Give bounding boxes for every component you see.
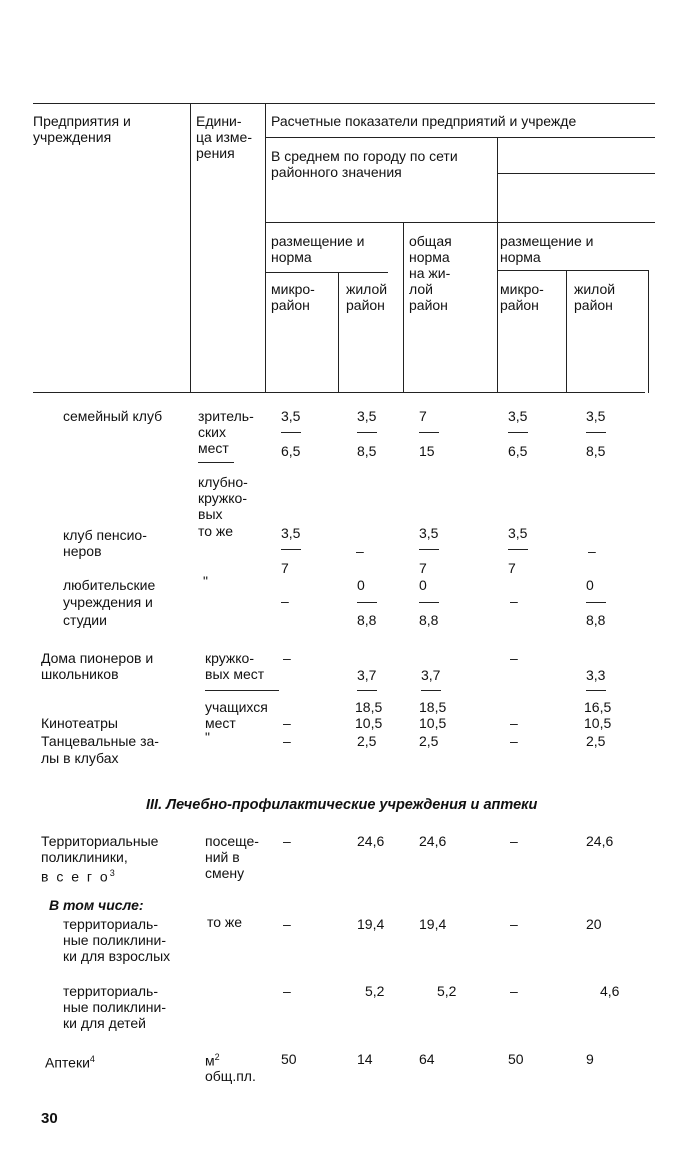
child-val-2: 5,2: [365, 983, 385, 999]
header-total-norm-line2: норма: [409, 249, 450, 265]
polyclinics-name-1: Территориальные: [41, 833, 159, 849]
row-amateur-name-1: любительские: [63, 577, 156, 593]
family-club-top-3: 7: [419, 408, 427, 424]
including-label: В том числе:: [49, 897, 144, 913]
row-family-club-unit-1: зритель-: [198, 408, 254, 424]
header-col1-line2: учреждения: [33, 129, 112, 145]
pension-top-1: 3,5: [281, 525, 301, 541]
fraction-bar: [419, 549, 439, 550]
row-family-club-unit-2: ских: [198, 424, 226, 440]
dance-val-3: 2,5: [419, 733, 439, 749]
row-pension-name-1: клуб пенсио-: [63, 527, 147, 543]
header-sub1-line1: В среднем по городу по сети: [271, 148, 458, 164]
fraction-bar: [508, 432, 528, 433]
polyclinics-val-3: 24,6: [419, 833, 447, 849]
unit-fraction-bar: [205, 690, 279, 691]
row-amateur-name-2: учреждения и: [63, 594, 153, 610]
fraction-bar: [586, 690, 606, 691]
col-divider-micro2: [566, 270, 567, 393]
child-val-5: 4,6: [600, 983, 620, 999]
child-name-2: ные поликлини-: [63, 999, 167, 1015]
pension-dash-5: –: [588, 543, 596, 559]
cinema-val-3: 10,5: [419, 715, 447, 731]
amateur-bottom-2: 8,8: [357, 612, 377, 628]
family-club-bottom-3: 15: [419, 443, 435, 459]
group-rule: [265, 137, 655, 138]
header-micro2-line1: микро-: [500, 281, 544, 297]
row-pioneers-unit-1: кружко-: [205, 650, 255, 666]
adult-name-3: ки для взрослых: [63, 948, 171, 964]
table-top-rule: [33, 103, 655, 104]
family-club-top-1: 3,5: [281, 408, 301, 424]
polyclinics-val-2: 24,6: [357, 833, 385, 849]
pharmacy-unit-m: м: [205, 1052, 215, 1069]
amateur-top-3: 0: [419, 577, 427, 593]
header-resid-line1: жилой: [346, 281, 388, 297]
pharmacy-name: [45, 1051, 95, 1071]
dance-val-5: 2,5: [586, 733, 606, 749]
pioneers-dash-1: –: [283, 650, 291, 666]
col-divider-1: [190, 103, 191, 393]
pension-bottom-3: 7: [419, 560, 427, 576]
pharmacy-val-2: 14: [357, 1051, 373, 1067]
polyclinics-total-word: в с е г о: [41, 868, 110, 885]
pharmacy-val-5: 9: [586, 1051, 594, 1067]
adult-name-2: ные поликлини-: [63, 932, 167, 948]
pioneers-bottom-2: 18,5: [355, 699, 383, 715]
pharmacy-unit-2: общ.пл.: [205, 1068, 256, 1084]
row-pension-name-2: неров: [63, 543, 102, 559]
pension-bottom-1: 7: [281, 560, 289, 576]
pioneers-bottom-3: 18,5: [419, 699, 447, 715]
header-col2-line2: ца изме-: [196, 129, 253, 145]
fraction-bar: [419, 432, 439, 433]
row-pioneers-unit-2: вых мест: [205, 666, 265, 682]
col-divider-micro: [338, 272, 339, 393]
fraction-bar: [586, 432, 606, 433]
fraction-bar: [357, 602, 377, 603]
row-amateur-name-3: студии: [63, 612, 107, 628]
footnote-4: 4: [89, 1054, 95, 1064]
row-cinema-name: Кинотеатры: [41, 715, 118, 731]
header-sub1-line2: районного значения: [271, 164, 402, 180]
pension-dash-2: –: [356, 543, 364, 559]
fraction-bar: [508, 549, 528, 550]
family-club-bottom-1: 6,5: [281, 443, 301, 459]
header-total-norm-line3: на жи-: [409, 265, 451, 281]
row-pioneers-unit-3: учащихся: [205, 699, 268, 715]
header-col2-line3: рения: [196, 145, 235, 161]
header-resid2-line1: жилой: [574, 281, 616, 297]
polyclinics-name-2: поликлиники,: [41, 849, 128, 865]
child-name-3: ки для детей: [63, 1015, 146, 1031]
dance-val-2: 2,5: [357, 733, 377, 749]
dance-val-1: –: [283, 733, 291, 749]
fraction-bar: [586, 602, 606, 603]
header-place-norm2-line1: размещение и: [500, 233, 594, 249]
polyclinics-val-4: –: [510, 833, 518, 849]
pioneers-top-2: 3,7: [357, 667, 377, 683]
header-col1-line1: Предприятия и: [33, 113, 131, 129]
pharmacy-unit-sup: 2: [214, 1052, 220, 1062]
header-micro-line2: район: [271, 297, 310, 313]
pension-bottom-4: 7: [508, 560, 516, 576]
header-col2-line1: Едини-: [196, 113, 242, 129]
sub-rule: [265, 222, 655, 223]
family-club-top-5: 3,5: [586, 408, 606, 424]
unit-fraction-bar: [198, 462, 234, 463]
col-divider-total: [403, 222, 404, 393]
row-pioneers-name-1: Дома пионеров и: [41, 650, 154, 666]
adult-val-3: 19,4: [419, 916, 447, 932]
polyclinics-unit-3: смену: [205, 865, 245, 881]
amateur-bottom-3: 8,8: [419, 612, 439, 628]
pension-top-3: 3,5: [419, 525, 439, 541]
header-place-norm-line2: норма: [271, 249, 312, 265]
place-norm-rule: [265, 272, 388, 273]
row-family-club-unit-3: мест: [198, 440, 229, 456]
footnote-3: 3: [109, 868, 115, 878]
fraction-bar: [357, 690, 377, 691]
header-resid-line2: район: [346, 297, 385, 313]
row-family-club-unit-6: вых: [198, 506, 223, 522]
pharmacy-val-1: 50: [281, 1051, 297, 1067]
fraction-bar: [421, 690, 441, 691]
row-dance-name-1: Танцевальные за-: [41, 733, 159, 749]
row-pioneers-name-2: школьников: [41, 666, 119, 682]
table-header-bottom-rule: [33, 392, 645, 393]
adult-val-2: 19,4: [357, 916, 385, 932]
header-total-norm-line1: общая: [409, 233, 452, 249]
cinema-val-1: –: [283, 715, 291, 731]
adult-unit: то же: [207, 914, 243, 930]
page-number: 30: [41, 1110, 58, 1127]
amateur-dash-4: –: [510, 593, 518, 609]
pioneers-top-5: 3,3: [586, 667, 606, 683]
pharmacy-val-3: 64: [419, 1051, 435, 1067]
polyclinics-unit-2: ний в: [205, 849, 240, 865]
cinema-val-4: –: [510, 715, 518, 731]
section-title: III. Лечебно-профилактические учреждения и аптеки: [146, 797, 538, 813]
child-val-4: –: [510, 983, 518, 999]
header-micro-line1: микро-: [271, 281, 315, 297]
amateur-top-2: 0: [357, 577, 365, 593]
place-norm-rule-2: [497, 270, 649, 271]
header-place-norm2-line2: норма: [500, 249, 541, 265]
adult-name-1: территориаль-: [63, 916, 158, 932]
header-resid2-line2: район: [574, 297, 613, 313]
amateur-top-5: 0: [586, 577, 594, 593]
pension-top-4: 3,5: [508, 525, 528, 541]
family-club-top-2: 3,5: [357, 408, 377, 424]
family-club-bottom-5: 8,5: [586, 443, 606, 459]
polyclinics-unit-1: посеще-: [205, 833, 259, 849]
pioneers-bottom-5: 16,5: [584, 699, 612, 715]
family-club-top-4: 3,5: [508, 408, 528, 424]
cinema-val-5: 10,5: [584, 715, 612, 731]
header-place-norm-line1: размещение и: [271, 233, 365, 249]
col-divider-right: [648, 270, 649, 393]
row-pension-unit: то же: [198, 523, 234, 539]
header-micro2-line2: район: [500, 297, 539, 313]
polyclinics-name-3: [41, 865, 115, 885]
pharmacy-val-4: 50: [508, 1051, 524, 1067]
row-amateur-unit: ": [203, 573, 208, 589]
sub-rule-right: [497, 173, 655, 174]
pharmacy-label: Аптеки: [45, 1054, 90, 1071]
header-group-title: Расчетные показатели предприятий и учрежде: [271, 113, 577, 129]
amateur-dash-1: –: [281, 593, 289, 609]
child-val-1: –: [283, 983, 291, 999]
row-dance-unit: ": [205, 729, 210, 745]
pharmacy-unit-1: [205, 1049, 220, 1069]
amateur-bottom-5: 8,8: [586, 612, 606, 628]
family-club-bottom-2: 8,5: [357, 443, 377, 459]
fraction-bar: [281, 549, 301, 550]
row-dance-name-2: лы в клубах: [41, 750, 119, 766]
row-family-club-unit-5: кружко-: [198, 490, 248, 506]
polyclinics-val-5: 24,6: [586, 833, 614, 849]
fraction-bar: [419, 602, 439, 603]
dance-val-4: –: [510, 733, 518, 749]
pioneers-top-3: 3,7: [421, 667, 441, 683]
cinema-val-2: 10,5: [355, 715, 383, 731]
child-val-3: 5,2: [437, 983, 457, 999]
fraction-bar: [281, 432, 301, 433]
fraction-bar: [357, 432, 377, 433]
adult-val-5: 20: [586, 916, 602, 932]
family-club-bottom-4: 6,5: [508, 443, 528, 459]
col-divider-sub1: [497, 137, 498, 393]
adult-val-4: –: [510, 916, 518, 932]
row-family-club-name: семейный клуб: [63, 408, 163, 424]
child-name-1: территориаль-: [63, 983, 158, 999]
pioneers-dash-4: –: [510, 650, 518, 666]
polyclinics-val-1: –: [283, 833, 291, 849]
header-total-norm-line5: район: [409, 297, 448, 313]
adult-val-1: –: [283, 916, 291, 932]
header-total-norm-line4: лой: [409, 281, 433, 297]
row-family-club-unit-4: клубно-: [198, 474, 248, 490]
row-cinema-unit: мест: [205, 715, 236, 731]
col-divider-2: [265, 103, 266, 393]
